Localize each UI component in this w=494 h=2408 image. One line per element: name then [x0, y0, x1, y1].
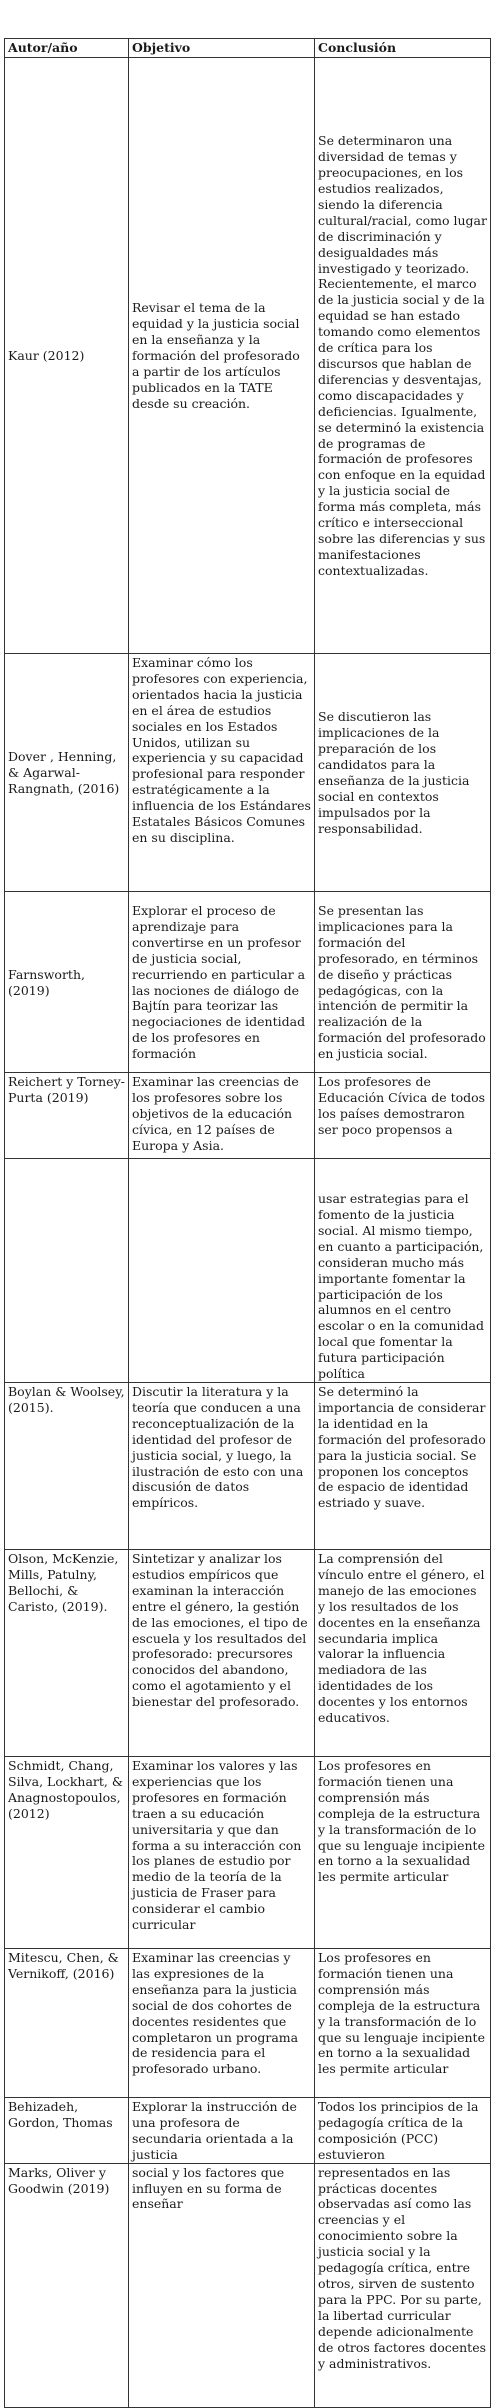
- cell-objective: Explorar el proceso de aprendizaje para convertirse en un profesor de justicia social, recurriendo en particular a las nociones de diálogo de Bajtín para teorizar las negociaciones de identidad de los profesores en formación: [129, 892, 315, 1073]
- cell-conclusion: La comprensión del vínculo entre el género, el manejo de las emociones y los resultados de los docentes en la enseñanza secundaria implica valorar la influencia mediadora de las identidades de los docentes y los entornos educativos.: [315, 1550, 491, 1757]
- header-author: Autor/año: [5, 39, 129, 58]
- cell-author: Olson, McKenzie, Mills, Patulny, Bellochi, & Caristo, (2019).: [5, 1550, 129, 1757]
- cell-conclusion: usar estrategias para el fomento de la justicia social. Al mismo tiempo, en cuanto a participación, consideran mucho más importante fomentar la participación de los alumnos en el centro escolar o en la comunidad local que fomentar la futura participación política: [315, 1159, 491, 1383]
- literature-review-table: [4, 38, 491, 2408]
- cell-author: Mitescu, Chen, & Vernikoff, (2016): [5, 1949, 129, 2098]
- cell-author: Boylan & Woolsey, (2015).: [5, 1383, 129, 1550]
- cell-objective: Examinar las creencias de los profesores sobre los objetivos de la educación cívica, en 12 países de Europa y Asia.: [129, 1073, 315, 1159]
- cell-author: Behizadeh, Gordon, Thomas: [5, 2098, 129, 2164]
- cell-objective: Sintetizar y analizar los estudios empíricos que examinan la interacción entre el género, la gestión de las emociones, el tipo de escuela y los resultados del profesorado: precursores conocidos del abandono, como el agotamiento y el bienestar del profesorado.: [129, 1550, 315, 1757]
- cell-author: Marks, Oliver y Goodwin (2019): [5, 2163, 129, 2407]
- table-row: [5, 1383, 491, 1550]
- cell-conclusion: Se determinaron una diversidad de temas y preocupaciones, en los estudios realizados, siendo la diferencia cultural/racial, como lugar de discriminación y desigualdades más investigado y teorizado. Recientemente, el marco de la justicia social y de la equidad se han estado tomando como elementos de crítica para los discursos que hablan de diferencias y desventajas, como discapacidades y deficiencias. Igualmente, se determinó la existencia de programas de formación de profesores con enfoque en la equidad y la justicia social de forma más completa, más crítico e interseccional sobre las diferencias y sus manifestaciones contextualizadas.: [315, 58, 491, 654]
- cell-objective: [129, 1159, 315, 1383]
- cell-author: Farnsworth, (2019): [5, 892, 129, 1073]
- cell-author: Kaur (2012): [5, 58, 129, 654]
- table-row: [5, 1550, 491, 1757]
- cell-author: Schmidt, Chang, Silva, Lockhart, & Anagnostopoulos, (2012): [5, 1757, 129, 1949]
- cell-author: Reichert y Torney-Purta (2019): [5, 1073, 129, 1159]
- table-row: [5, 892, 491, 1073]
- table-row: [5, 1949, 491, 2098]
- cell-conclusion: Los profesores en formación tienen una comprensión más compleja de la estructura y la transformación de lo que su lenguaje incipiente en torno a la sexualidad les permite articular: [315, 1949, 491, 2098]
- table-row: [5, 2098, 491, 2164]
- cell-conclusion: Todos los principios de la pedagogía crítica de la composición (PCC) estuvieron: [315, 2098, 491, 2164]
- cell-author: [5, 1159, 129, 1383]
- table-row: [5, 654, 491, 892]
- cell-objective: social y los factores que influyen en su forma de enseñar: [129, 2163, 315, 2407]
- cell-objective: Examinar los valores y las experiencias que los profesores en formación traen a su educación universitaria y que dan forma a su interacción con los planes de estudio por medio de la teoría de la justicia de Fraser para considerar el cambio curricular: [129, 1757, 315, 1949]
- cell-author: Dover , Henning, & Agarwal-Rangnath, (2016): [5, 654, 129, 892]
- table-row: [5, 2163, 491, 2407]
- cell-objective: Examinar cómo los profesores con experiencia, orientados hacia la justicia en el área de estudios sociales en los Estados Unidos, utilizan su experiencia y su capacidad profesional para responder estratégicamente a la influencia de los Estándares Estatales Básicos Comunes en su disciplina.: [129, 654, 315, 892]
- cell-objective: Examinar las creencias y las expresiones de la enseñanza para la justicia social de dos cohortes de docentes residentes que completaron un programa de residencia para el profesorado urbano.: [129, 1949, 315, 2098]
- table-row: [5, 1073, 491, 1159]
- table-row: [5, 1757, 491, 1949]
- header-objective: Objetivo: [129, 39, 315, 58]
- cell-objective: Revisar el tema de la equidad y la justicia social en la enseñanza y la formación del profesorado a partir de los artículos publicados en la TATE desde su creación.: [129, 58, 315, 654]
- cell-conclusion: Se discutieron las implicaciones de la preparación de los candidatos para la enseñanza de la justicia social en contextos impulsados por la responsabilidad.: [315, 654, 491, 892]
- table-row: [5, 1159, 491, 1383]
- cell-conclusion: Los profesores de Educación Cívica de todos los países demostraron ser poco propensos a: [315, 1073, 491, 1159]
- cell-conclusion: representados en las prácticas docentes observadas así como las creencias y el conocimiento sobre la justicia social y la pedagogía crítica, entre otros, sirven de sustento para la PPC. Por su parte, la libertad curricular depende adicionalmente de otros factores docentes y administrativos.: [315, 2163, 491, 2407]
- cell-conclusion: Se presentan las implicaciones para la formación del profesorado, en términos de diseño y prácticas pedagógicas, con la intención de permitir la realización de la formación del profesorado en justicia social.: [315, 892, 491, 1073]
- cell-conclusion: Los profesores en formación tienen una comprensión más compleja de la estructura y la transformación de lo que su lenguaje incipiente en torno a la sexualidad les permite articular: [315, 1757, 491, 1949]
- cell-objective: Discutir la literatura y la teoría que conducen a una reconceptualización de la identidad del profesor de justicia social, y luego, la ilustración de esto con una discusión de datos empíricos.: [129, 1383, 315, 1550]
- table-header-row: [5, 39, 491, 58]
- header-conclusion: Conclusión: [315, 39, 491, 58]
- table-row: [5, 58, 491, 654]
- cell-objective: Explorar la instrucción de una profesora de secundaria orientada a la justicia: [129, 2098, 315, 2164]
- cell-conclusion: Se determinó la importancia de considerar la identidad en la formación del profesorado para la justicia social. Se proponen los conceptos de espacio de identidad estriado y suave.: [315, 1383, 491, 1550]
